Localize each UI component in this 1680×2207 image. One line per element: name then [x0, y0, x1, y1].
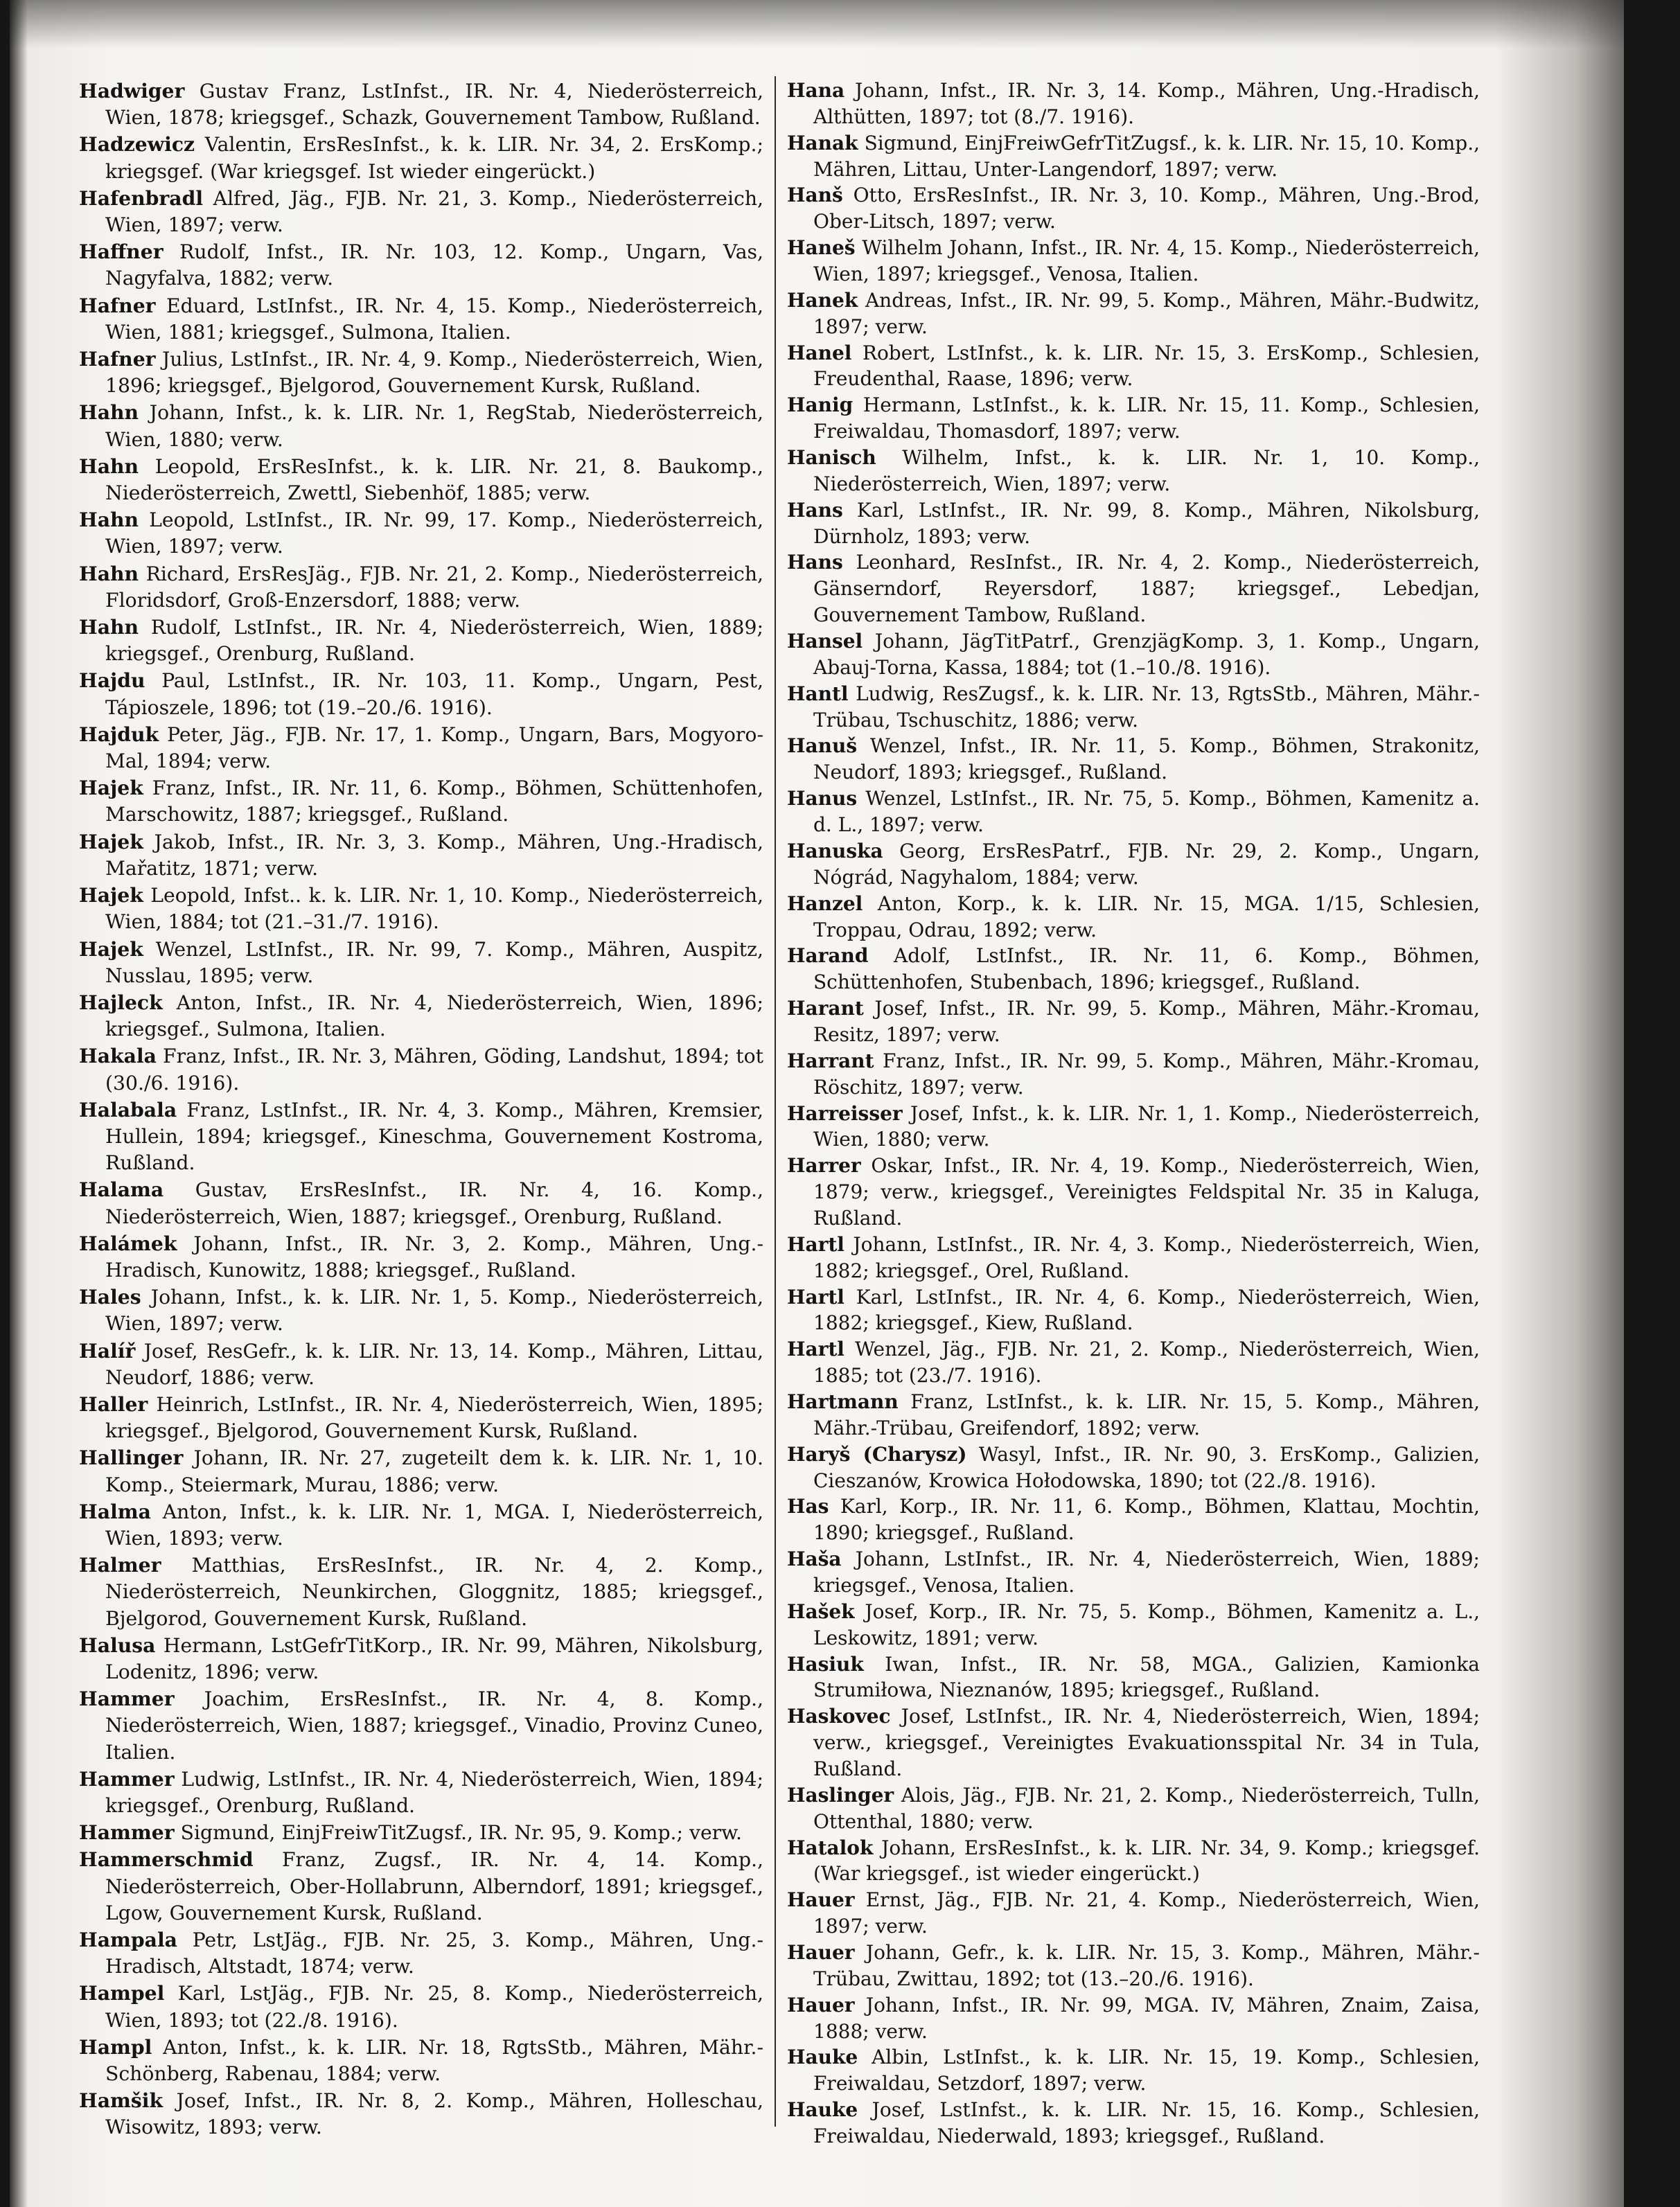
- entry-surname: Harreisser: [787, 1101, 903, 1125]
- list-item: [787, 497, 1480, 550]
- entry-surname: Has: [787, 1495, 829, 1518]
- left-column: [79, 78, 763, 2141]
- entry-surname: Haller: [79, 1392, 148, 1416]
- list-item: [79, 1391, 763, 1444]
- entry-surname: Hajek: [79, 883, 143, 907]
- entry-details: Franz, Zugsf., IR. Nr. 4, 14. Komp., Niederösterreich, Ober-Hollabrunn, Alberndorf, 1891; kriegsgef., Lgow, Gouvernement Kursk, Rußland.: [105, 1848, 763, 1924]
- entry-details: Josef, LstInfst., k. k. LIR. Nr. 15, 16. Komp., Schlesien, Freiwaldau, Niederwald, 1893; kriegsgef., Rußland.: [813, 2098, 1480, 2148]
- entry-details: Anton, Infst., k. k. LIR. Nr. 18, RgtsStb., Mähren, Mähr.-Schönberg, Rabenau, 1884; verw.: [105, 2035, 763, 2086]
- entry-details: Karl, LstInfst., IR. Nr. 99, 8. Komp., Mähren, Nikolsburg, Dürnholz, 1893; verw.: [813, 498, 1480, 548]
- list-item: [787, 786, 1480, 838]
- list-item: [79, 346, 763, 399]
- list-item: [79, 1444, 763, 1498]
- entry-details: Johann, ErsResInfst., k. k. LIR. Nr. 34, 9. Komp.; kriegsgef. (War kriegsgef., ist wieder eingerückt.): [813, 1836, 1480, 1886]
- entry-surname: Hanig: [787, 393, 854, 417]
- list-item: [79, 1819, 763, 1846]
- list-item: [79, 882, 763, 935]
- entry-details: Leopold, ErsResInfst., k. k. LIR. Nr. 21, 8. Baukomp., Niederösterreich, Zwettl, Siebenhöf, 1885; verw.: [105, 454, 764, 505]
- entry-details: Gustav Franz, LstInfst., IR. Nr. 4, Niederösterreich, Wien, 1878; kriegsgef., Schazk, Gouvernement Tambow, Rußland.: [105, 80, 763, 130]
- list-item: [787, 182, 1480, 235]
- entry-surname: Hammerschmid: [79, 1847, 254, 1872]
- entry-details: Franz, Infst., IR. Nr. 11, 6. Komp., Böhmen, Schüttenhofen, Marschowitz, 1887; kriegsgef., Rußland.: [105, 777, 763, 826]
- list-item: [787, 1442, 1480, 1494]
- entry-surname: Halámek: [79, 1231, 177, 1255]
- entry-surname: Hahn: [79, 561, 139, 585]
- entry-details: Sigmund, EinjFreiwTitZugsf., IR. Nr. 95, 9. Komp.; verw.: [180, 1821, 742, 1845]
- entry-details: Sigmund, EinjFreiwGefrTitZugsf., k. k. LIR. Nr. 15, 10. Komp., Mähren, Littau, Unter-Langendorf, 1897; verw.: [813, 131, 1480, 181]
- entry-details: Alois, Jäg., FJB. Nr. 21, 2. Komp., Niederösterreich, Tulln, Ottenthal, 1880; verw.: [813, 1783, 1480, 1833]
- entry-surname: Hammer: [79, 1820, 175, 1845]
- entry-details: Petr, LstJäg., FJB. Nr. 25, 3. Komp., Mähren, Ung.-Hradisch, Altstadt, 1874; verw.: [105, 1929, 764, 1978]
- entry-details: Robert, LstInfst., k. k. LIR. Nr. 15, 3. ErsKomp., Schlesien, Freudenthal, Raase, 1896; verw.: [813, 341, 1480, 391]
- entry-surname: Hartl: [787, 1285, 845, 1309]
- list-item: [787, 1494, 1480, 1546]
- list-item: [79, 1685, 763, 1766]
- list-item: [79, 185, 763, 238]
- entry-details: Johann, Infst., IR. Nr. 99, MGA. IV, Mähren, Znaim, Zaisa, 1888; verw.: [813, 1993, 1480, 2043]
- entry-details: Karl, LstJäg., FJB. Nr. 25, 8. Komp., Niederösterreich, Wien, 1893; tot (22./8. 1916).: [105, 1982, 764, 2032]
- entry-details: Iwan, Infst., IR. Nr. 58, MGA., Galizien, Kamionka Strumiłowa, Nieznanów, 1895; kriegsgef., Rußland.: [813, 1652, 1480, 1702]
- entry-details: Hermann, LstInfst., k. k. LIR. Nr. 15, 11. Komp., Schlesien, Freiwaldau, Thomasdorf, 1897; verw.: [813, 393, 1480, 443]
- entry-surname: Hanuska: [787, 839, 883, 862]
- entry-surname: Haryš (Charysz): [787, 1442, 967, 1466]
- entry-details: Rudolf, Infst., IR. Nr. 103, 12. Komp., Ungarn, Vas, Nagyfalva, 1882; verw.: [105, 240, 764, 290]
- entry-details: Johann, LstInfst., IR. Nr. 4, Niederösterreich, Wien, 1889; kriegsgef., Venosa, Italien.: [813, 1548, 1480, 1597]
- list-item: [787, 1703, 1480, 1782]
- entry-surname: Hauer: [787, 1888, 855, 1912]
- list-item: [787, 392, 1480, 445]
- entry-details: Eduard, LstInfst., IR. Nr. 4, 15. Komp., Niederösterreich, Wien, 1881; kriegsgef., Sulmona, Italien.: [105, 294, 763, 344]
- list-item: [79, 1846, 763, 1926]
- entry-details: Anton, Infst., k. k. LIR. Nr. 1, MGA. I, Niederösterreich, Wien, 1893; verw.: [105, 1500, 763, 1550]
- list-item: [787, 1284, 1480, 1337]
- entry-surname: Hartmann: [787, 1390, 899, 1413]
- entry-surname: Harand: [787, 944, 869, 968]
- list-item: [787, 1651, 1480, 1704]
- scanned-page: [10, 0, 1624, 2207]
- list-item: [787, 891, 1480, 943]
- entry-details: Leonhard, ResInfst., IR. Nr. 4, 2. Komp., Niederösterreich, Gänserndorf, Reyersdorf, 1887; kriegsgef., Lebedjan, Gouvernement Tambow, Rußland.: [813, 551, 1480, 627]
- entry-details: Wenzel, LstInfst., IR. Nr. 75, 5. Komp., Böhmen, Kamenitz a. d. L., 1897; verw.: [813, 787, 1480, 837]
- list-item: [79, 1980, 763, 2033]
- list-item: [79, 614, 763, 667]
- entry-details: Peter, Jäg., FJB. Nr. 17, 1. Komp., Ungarn, Bars, Mogyoro-Mal, 1894; verw.: [105, 723, 763, 773]
- entry-details: Valentin, ErsResInfst., k. k. LIR. Nr. 34, 2. ErsKomp.; kriegsgef. (War kriegsgef. Ist wieder eingerückt.): [105, 133, 764, 183]
- entry-surname: Hartl: [787, 1232, 845, 1256]
- entry-surname: Hanus: [787, 787, 858, 810]
- entry-details: Leopold, LstInfst., IR. Nr. 99, 17. Komp., Niederösterreich, Wien, 1897; verw.: [105, 508, 763, 558]
- list-item: [79, 1766, 763, 1819]
- list-item: [787, 1048, 1480, 1101]
- entry-surname: Hakala: [79, 1044, 157, 1068]
- entry-details: Albin, LstInfst., k. k. LIR. Nr. 15, 19. Komp., Schlesien, Freiwaldau, Setzdorf, 1897; verw.: [813, 2046, 1480, 2095]
- entry-surname: Haskovec: [787, 1705, 891, 1728]
- list-item: [787, 549, 1480, 628]
- entry-surname: Hartl: [787, 1338, 845, 1361]
- entry-surname: Hadzewicz: [79, 132, 195, 157]
- entry-details: Oskar, Infst., IR. Nr. 4, 19. Komp., Niederösterreich, Wien, 1879; verw., kriegsgef., Vereinigtes Feldspital Nr. 35 in Kaluga, Rußland.: [813, 1154, 1480, 1230]
- entry-surname: Harant: [787, 997, 864, 1020]
- entry-surname: Hajleck: [79, 990, 163, 1014]
- entry-surname: Hanzel: [787, 892, 863, 915]
- entry-details: Jakob, Infst., IR. Nr. 3, 3. Komp., Mähren, Ung.-Hradisch, Mařatitz, 1871; verw.: [105, 830, 764, 880]
- list-item: [787, 2044, 1480, 2097]
- list-item: [79, 1043, 763, 1096]
- list-item: [79, 936, 763, 989]
- entry-surname: Hanuš: [787, 734, 858, 758]
- list-item: [79, 78, 763, 131]
- list-item: [787, 995, 1480, 1048]
- list-item: [787, 2097, 1480, 2150]
- entry-details: Ernst, Jäg., FJB. Nr. 21, 4. Komp., Niederösterreich, Wien, 1897; verw.: [813, 1888, 1480, 1938]
- entry-surname: Halabala: [79, 1097, 177, 1122]
- list-item: [787, 1992, 1480, 2045]
- list-item: [79, 292, 763, 346]
- entry-surname: Hanak: [787, 131, 858, 154]
- entry-surname: Hašek: [787, 1599, 855, 1623]
- entry-surname: Halusa: [79, 1633, 156, 1657]
- list-item: [787, 1232, 1480, 1284]
- entry-details: Anton, Korp., k. k. LIR. Nr. 15, MGA. 1/15, Schlesien, Troppau, Odrau, 1892; verw.: [813, 892, 1480, 941]
- entry-details: Johann, Infst., k. k. LIR. Nr. 1, 5. Komp., Niederösterreich, Wien, 1897; verw.: [105, 1286, 763, 1336]
- entry-surname: Hampl: [79, 2035, 152, 2059]
- entry-details: Wenzel, Jäg., FJB. Nr. 21, 2. Komp., Niederösterreich, Wien, 1885; tot (23./7. 1916).: [813, 1338, 1480, 1388]
- list-item: [787, 1887, 1480, 1940]
- entry-surname: Harrer: [787, 1154, 861, 1178]
- entry-details: Wilhelm, Infst., k. k. LIR. Nr. 1, 10. Komp., Niederösterreich, Wien, 1897; verw.: [813, 446, 1480, 495]
- list-item: [787, 287, 1480, 340]
- list-item: [787, 78, 1480, 130]
- scan-shadow-top: [10, 0, 1624, 48]
- entry-details: Georg, ErsResPatrf., FJB. Nr. 29, 2. Komp., Ungarn, Nógrád, Nagyhalom, 1884; verw.: [813, 839, 1480, 889]
- entry-details: Leopold, Infst.. k. k. LIR. Nr. 1, 10. Komp., Niederösterreich, Wien, 1884; tot (21.–31./7. 1916).: [105, 884, 763, 934]
- list-item: [79, 1176, 763, 1230]
- entry-surname: Hafner: [79, 347, 156, 371]
- entry-surname: Hasiuk: [787, 1652, 864, 1676]
- entry-surname: Hansel: [787, 630, 863, 653]
- entry-details: Karl, LstInfst., IR. Nr. 4, 6. Komp., Niederösterreich, Wien, 1882; kriegsgef., Kiew, Rußland.: [813, 1285, 1480, 1335]
- entry-details: Josef, ResGefr., k. k. LIR. Nr. 13, 14. Komp., Mähren, Littau, Neudorf, 1886; verw.: [105, 1339, 763, 1389]
- entry-details: Ludwig, LstInfst., IR. Nr. 4, Niederösterreich, Wien, 1894; kriegsgef., Orenburg, Rußland.: [105, 1767, 763, 1817]
- entry-surname: Harrant: [787, 1049, 874, 1072]
- entry-details: Johann, IR. Nr. 27, zugeteilt dem k. k. LIR. Nr. 1, 10. Komp., Steiermark, Murau, 1886; verw.: [105, 1446, 763, 1496]
- entry-surname: Hampel: [79, 1981, 165, 2005]
- entry-details: Franz, Infst., IR. Nr. 99, 5. Komp., Mähren, Mähr.-Kromau, Röschitz, 1897; verw.: [813, 1049, 1480, 1099]
- entry-surname: Hauke: [787, 2046, 858, 2069]
- entry-details: Joachim, ErsResInfst., IR. Nr. 4, 8. Komp., Niederösterreich, Wien, 1887; kriegsgef., Vinadio, Provinz Cuneo, Italien.: [105, 1687, 764, 1764]
- column-divider: [775, 76, 776, 2127]
- list-item: [79, 2034, 763, 2087]
- entry-details: Franz, Infst., IR. Nr. 3, Mähren, Göding, Landshut, 1894; tot (30./6. 1916).: [105, 1045, 763, 1094]
- list-item: [79, 1498, 763, 1552]
- entry-details: Johann, JägTitPatrf., GrenzjägKomp. 3, 1. Komp., Ungarn, Abauj-Torna, Kassa, 1884; tot (1.–10./8. 1916).: [813, 630, 1480, 679]
- entry-surname: Hans: [787, 498, 843, 522]
- entry-details: Rudolf, LstInfst., IR. Nr. 4, Niederösterreich, Wien, 1889; kriegsgef., Orenburg, Rußland.: [105, 616, 763, 666]
- entry-details: Johann, LstInfst., IR. Nr. 4, 3. Komp., Niederösterreich, Wien, 1882; kriegsgef., Orel, Rußland.: [813, 1232, 1480, 1282]
- entry-surname: Halíř: [79, 1338, 136, 1363]
- entry-surname: Hajek: [79, 937, 143, 961]
- list-item: [787, 943, 1480, 995]
- entry-details: Gustav, ErsResInfst., IR. Nr. 4, 16. Komp., Niederösterreich, Wien, 1887; kriegsgef., Orenburg, Rußland.: [105, 1178, 763, 1228]
- entry-surname: Hantl: [787, 682, 849, 705]
- entry-details: Alfred, Jäg., FJB. Nr. 21, 3. Komp., Niederösterreich, Wien, 1897; verw.: [105, 186, 763, 237]
- entry-details: Heinrich, LstInfst., IR. Nr. 4, Niederösterreich, Wien, 1895; kriegsgef., Bjelgorod, Gouvernement Kursk, Rußland.: [105, 1392, 763, 1443]
- list-item: [79, 989, 763, 1043]
- entry-surname: Halama: [79, 1178, 164, 1202]
- list-item: [787, 1101, 1480, 1153]
- entry-details: Paul, LstInfst., IR. Nr. 103, 11. Komp., Ungarn, Pest, Tápioszele, 1896; tot (19.–20./6. 1916).: [105, 669, 763, 719]
- right-column: [787, 78, 1480, 2150]
- list-item: [787, 130, 1480, 183]
- scan-shadow-left: [10, 0, 28, 2207]
- entry-details: Hermann, LstGefrTitKorp., IR. Nr. 99, Mähren, Nikolsburg, Lodenitz, 1896; verw.: [105, 1633, 763, 1683]
- list-item: [79, 1230, 763, 1284]
- list-item: [79, 1632, 763, 1685]
- entry-surname: Hahn: [79, 454, 139, 478]
- list-item: [787, 1599, 1480, 1651]
- entry-surname: Hajek: [79, 776, 143, 800]
- list-item: [79, 2087, 763, 2140]
- list-item: [79, 453, 763, 506]
- list-item: [79, 774, 763, 828]
- list-item: [787, 1336, 1480, 1389]
- entry-surname: Hales: [79, 1285, 141, 1309]
- entry-surname: Hajek: [79, 829, 143, 853]
- entry-surname: Hanel: [787, 341, 852, 364]
- entry-details: Ludwig, ResZugsf., k. k. LIR. Nr. 13, RgtsStb., Mähren, Mähr.-Trübau, Tschuschitz, 1886; verw.: [813, 682, 1480, 732]
- entry-surname: Hauke: [787, 2098, 858, 2122]
- entry-surname: Hamšik: [79, 2089, 163, 2113]
- list-item: [79, 1926, 763, 1980]
- entry-surname: Haneš: [787, 236, 856, 260]
- list-item: [787, 1940, 1480, 1992]
- entry-surname: Hanek: [787, 288, 858, 312]
- entry-details: Andreas, Infst., IR. Nr. 99, 5. Komp., Mähren, Mähr.-Budwitz, 1897; verw.: [813, 288, 1480, 338]
- list-item: [79, 506, 763, 560]
- entry-surname: Halma: [79, 1499, 151, 1523]
- entry-details: Wasyl, Infst., IR. Nr. 90, 3. ErsKomp., Galizien, Cieszanów, Krowica Hołodowska, 1890; tot (22./8. 1916).: [813, 1442, 1480, 1492]
- entry-details: Josef, Infst., IR. Nr. 8, 2. Komp., Mähren, Holleschau, Wisowitz, 1893; verw.: [105, 2089, 764, 2139]
- entry-details: Josef, LstInfst., IR. Nr. 4, Niederösterreich, Wien, 1894; verw., kriegsgef., Vereinigtes Evakuationsspital Nr. 34 in Tula, Rußland.: [813, 1705, 1480, 1780]
- entry-surname: Hana: [787, 79, 845, 102]
- entry-surname: Halmer: [79, 1553, 161, 1577]
- entry-surname: Hahn: [79, 400, 139, 425]
- entry-surname: Hanš: [787, 184, 843, 207]
- entry-surname: Haslinger: [787, 1783, 894, 1807]
- entry-details: Josef, Korp., IR. Nr. 75, 5. Komp., Böhmen, Kamenitz a. L., Leskowitz, 1891; verw.: [813, 1599, 1480, 1649]
- entry-surname: Haffner: [79, 240, 163, 264]
- entry-details: Wenzel, Infst., IR. Nr. 11, 5. Komp., Böhmen, Strakonitz, Neudorf, 1893; kriegsgef., Rußland.: [813, 734, 1480, 784]
- list-item: [787, 445, 1480, 497]
- entry-surname: Hatalok: [787, 1836, 874, 1859]
- entry-surname: Hanisch: [787, 446, 876, 470]
- list-item: [79, 1284, 763, 1337]
- list-item: [787, 1835, 1480, 1888]
- entry-surname: Hauer: [787, 1941, 855, 1965]
- entry-details: Josef, Infst., IR. Nr. 99, 5. Komp., Mähren, Mähr.-Kromau, Resitz, 1897; verw.: [813, 997, 1480, 1046]
- list-item: [787, 681, 1480, 734]
- entry-surname: Hammer: [79, 1687, 175, 1711]
- list-item: [79, 399, 763, 452]
- entry-details: Richard, ErsResJäg., FJB. Nr. 21, 2. Komp., Niederösterreich, Floridsdorf, Groß-Enzersdorf, 1888; verw.: [105, 562, 764, 612]
- entry-surname: Hampala: [79, 1928, 177, 1952]
- entry-details: Johann, Infst., k. k. LIR. Nr. 1, RegStab, Niederösterreich, Wien, 1880; verw.: [105, 401, 763, 451]
- list-item: [787, 1546, 1480, 1599]
- list-item: [79, 1338, 763, 1391]
- list-item: [79, 131, 763, 184]
- entry-details: Karl, Korp., IR. Nr. 11, 6. Komp., Böhmen, Klattau, Mochtin, 1890; kriegsgef., Rußland.: [813, 1495, 1480, 1545]
- entry-surname: Hammer: [79, 1766, 175, 1791]
- entry-surname: Hafner: [79, 293, 156, 317]
- entry-details: Wenzel, LstInfst., IR. Nr. 99, 7. Komp., Mähren, Auspitz, Nusslau, 1895; verw.: [105, 937, 763, 987]
- entry-surname: Hauer: [787, 1993, 855, 2017]
- list-item: [787, 235, 1480, 287]
- entry-surname: Hahn: [79, 615, 139, 639]
- list-item: [787, 1782, 1480, 1835]
- entry-details: Anton, Infst., IR. Nr. 4, Niederösterreich, Wien, 1896; kriegsgef., Sulmona, Italien.: [105, 991, 763, 1041]
- list-item: [79, 667, 763, 720]
- entry-surname: Hafenbradl: [79, 186, 204, 210]
- entry-surname: Hahn: [79, 508, 139, 532]
- list-item: [79, 828, 763, 882]
- entry-surname: Haša: [787, 1548, 842, 1571]
- list-item: [787, 340, 1480, 393]
- entry-details: Franz, LstInfst., k. k. LIR. Nr. 15, 5. Komp., Mähren, Mähr.-Trübau, Greifendorf, 1892; verw.: [813, 1390, 1480, 1439]
- list-item: [79, 560, 763, 614]
- entry-details: Johann, Gefr., k. k. LIR. Nr. 15, 3. Komp., Mähren, Mähr.-Trübau, Zwittau, 1892; tot (13.–20./6. 1916).: [813, 1941, 1480, 1990]
- entry-details: Josef, Infst., k. k. LIR. Nr. 1, 1. Komp., Niederösterreich, Wien, 1880; verw.: [813, 1101, 1480, 1151]
- entry-surname: Hallinger: [79, 1446, 184, 1470]
- entry-surname: Hans: [787, 551, 843, 574]
- entry-details: Julius, LstInfst., IR. Nr. 4, 9. Komp., Niederösterreich, Wien, 1896; kriegsgef., Bjelgorod, Gouvernement Kursk, Rußland.: [105, 348, 763, 398]
- entry-details: Wilhelm Johann, Infst., IR. Nr. 4, 15. Komp., Niederösterreich, Wien, 1897; kriegsgef., Venosa, Italien.: [813, 236, 1480, 286]
- entry-details: Johann, Infst., IR. Nr. 3, 2. Komp., Mähren, Ung.-Hradisch, Kunowitz, 1888; kriegsgef., Rußland.: [105, 1232, 763, 1282]
- list-item: [79, 721, 763, 774]
- entry-surname: Hajdu: [79, 668, 145, 693]
- entry-details: Otto, ErsResInfst., IR. Nr. 3, 10. Komp., Mähren, Ung.-Brod, Ober-Litsch, 1897; verw.: [813, 184, 1480, 233]
- entry-details: Franz, LstInfst., IR. Nr. 4, 3. Komp., Mähren, Kremsier, Hullein, 1894; kriegsgef., Kineschma, Gouvernement Kostroma, Rußland.: [105, 1098, 763, 1175]
- list-item: [787, 733, 1480, 786]
- entry-details: Matthias, ErsResInfst., IR. Nr. 4, 2. Komp., Niederösterreich, Neunkirchen, Gloggnitz, 1885; kriegsgef., Bjelgorod, Gouvernement Kursk, Rußland.: [105, 1554, 763, 1630]
- list-item: [787, 1153, 1480, 1232]
- entry-surname: Hajduk: [79, 722, 159, 746]
- list-item: [79, 1097, 763, 1177]
- list-item: [787, 838, 1480, 891]
- entry-details: Johann, Infst., IR. Nr. 3, 14. Komp., Mähren, Ung.-Hradisch, Althütten, 1897; tot (8./7. 1916).: [813, 79, 1480, 128]
- list-item: [79, 238, 763, 292]
- list-item: [79, 1552, 763, 1632]
- entry-surname: Hadwiger: [79, 79, 185, 103]
- list-item: [787, 1389, 1480, 1442]
- list-item: [787, 628, 1480, 681]
- entry-details: Adolf, LstInfst., IR. Nr. 11, 6. Komp., Böhmen, Schüttenhofen, Stubenbach, 1896; kriegsgef., Rußland.: [813, 944, 1480, 994]
